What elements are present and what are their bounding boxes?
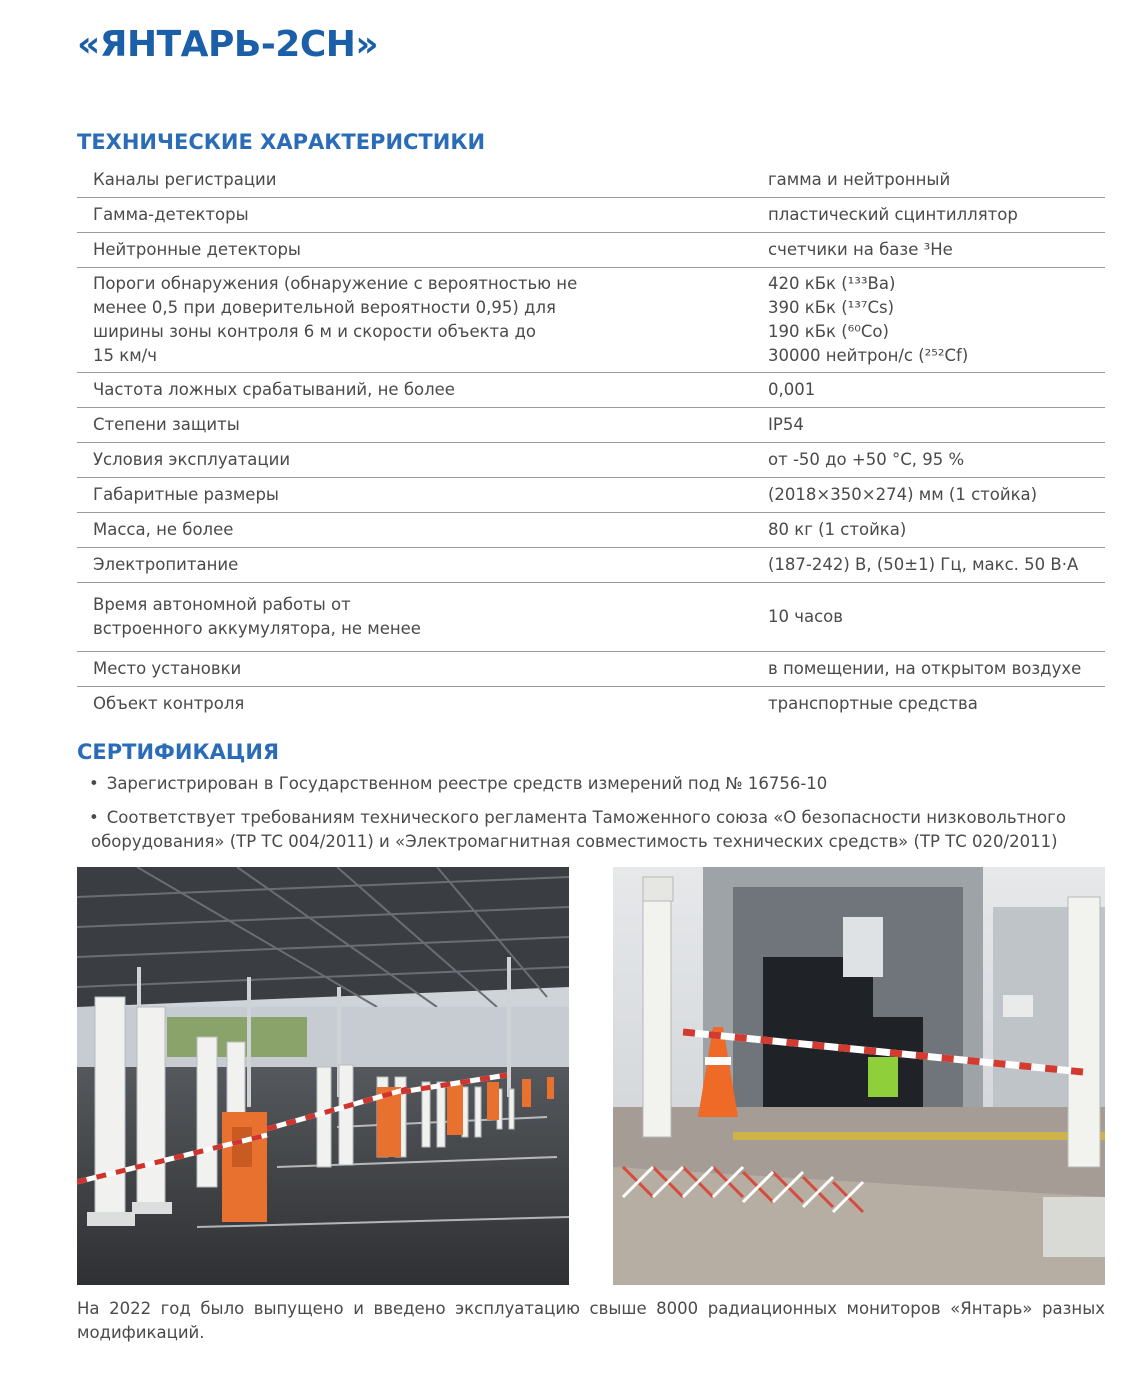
certification-item: • Зарегистрирован в Государственном реестре средств измерений под № 16756-10 xyxy=(77,772,1107,796)
certification-list xyxy=(77,772,1107,864)
spec-value-line: транспортные средства xyxy=(768,694,978,713)
spec-param xyxy=(77,168,768,192)
spec-row xyxy=(77,198,1105,233)
spec-row xyxy=(77,268,1105,373)
spec-row xyxy=(77,548,1105,583)
spec-param-line: Частота ложных срабатываний, не более xyxy=(93,380,455,399)
spec-param xyxy=(77,272,768,368)
spec-value xyxy=(768,378,1105,402)
spec-param xyxy=(77,378,768,402)
spec-row xyxy=(77,233,1105,268)
spec-value-line: 0,001 xyxy=(768,380,816,399)
spec-value xyxy=(768,483,1105,507)
spec-row xyxy=(77,513,1105,548)
spec-param-line: Габаритные размеры xyxy=(93,485,279,504)
spec-param-line: Электропитание xyxy=(93,555,239,574)
spec-value-line: пластический сцинтиллятор xyxy=(768,205,1018,224)
spec-value xyxy=(768,553,1105,577)
spec-value xyxy=(768,518,1105,542)
certification-item: • Соответствует требованиям технического регламента Таможенного союза «О безопасности низковольтного оборудования» (ТР ТС 004/2011) и «Электромагнитная совместимость технических средств» (ТР ТС 020/2011) xyxy=(77,806,1107,854)
spec-value xyxy=(768,605,1105,629)
spec-row xyxy=(77,408,1105,443)
spec-param-line: Каналы регистрации xyxy=(93,170,277,189)
spec-value xyxy=(768,692,1105,716)
spec-param xyxy=(77,238,768,262)
spec-param xyxy=(77,692,768,716)
spec-param xyxy=(77,518,768,542)
spec-param xyxy=(77,483,768,507)
spec-param-line: Место установки xyxy=(93,659,242,678)
spec-param-line: Гамма-детекторы xyxy=(93,205,249,224)
spec-value xyxy=(768,448,1105,472)
spec-value xyxy=(768,168,1105,192)
spec-value-line: 80 кг (1 стойка) xyxy=(768,520,907,539)
spec-param-line: встроенного аккумулятора, не менее xyxy=(93,619,421,638)
specs-table xyxy=(77,163,1105,721)
spec-row xyxy=(77,443,1105,478)
spec-value-line: 30000 нейтрон/с (²⁵²Cf) xyxy=(768,346,969,365)
spec-value-line: гамма и нейтронный xyxy=(768,170,951,189)
certification-heading: СЕРТИФИКАЦИЯ xyxy=(77,740,280,764)
spec-row xyxy=(77,687,1105,721)
spec-param xyxy=(77,448,768,472)
spec-value xyxy=(768,203,1105,227)
spec-value-line: (187-242) В, (50±1) Гц, макс. 50 В·А xyxy=(768,555,1079,574)
footer-note: На 2022 год было выпущено и введено эксплуатацию свыше 8000 радиационных мониторов «Янтарь» разных модификаций. xyxy=(77,1299,1105,1342)
spec-value xyxy=(768,413,1105,437)
spec-param-line: Степени защиты xyxy=(93,415,240,434)
spec-value-line: (2018×350×274) мм (1 стойка) xyxy=(768,485,1038,504)
spec-value-line: 420 кБк (¹³³Ba) xyxy=(768,274,896,293)
spec-value-line: 190 кБк (⁶⁰Co) xyxy=(768,322,889,341)
spec-row xyxy=(77,163,1105,198)
spec-row xyxy=(77,583,1105,652)
spec-value xyxy=(768,238,1105,262)
spec-param xyxy=(77,593,768,641)
spec-param-line: менее 0,5 при доверительной вероятности 0,95) для xyxy=(93,298,556,317)
spec-value xyxy=(768,657,1105,681)
spec-param-line: 15 км/ч xyxy=(93,346,157,365)
spec-value-line: в помещении, на открытом воздухе xyxy=(768,659,1082,678)
spec-param-line: Время автономной работы от xyxy=(93,595,351,614)
spec-param xyxy=(77,657,768,681)
spec-param-line: Пороги обнаружения (обнаружение с вероятностью не xyxy=(93,274,578,293)
spec-value-line: IP54 xyxy=(768,415,804,434)
spec-value-line: счетчики на базе ³He xyxy=(768,240,953,259)
spec-param xyxy=(77,553,768,577)
page-title: «ЯНТАРЬ-2СН» xyxy=(77,24,379,65)
spec-value-line: от -50 до +50 °С, 95 % xyxy=(768,450,965,469)
spec-param-line: ширины зоны контроля 6 м и скорости объекта до xyxy=(93,322,537,341)
checkpoint-barrier-photo xyxy=(613,867,1105,1285)
spec-row xyxy=(77,373,1105,408)
spec-param-line: Условия эксплуатации xyxy=(93,450,291,469)
spec-param xyxy=(77,203,768,227)
spec-param xyxy=(77,413,768,437)
spec-row xyxy=(77,652,1105,687)
spec-value-line: 10 часов xyxy=(768,607,843,626)
spec-value xyxy=(768,272,1105,368)
spec-param-line: Нейтронные детекторы xyxy=(93,240,301,259)
specs-heading: ТЕХНИЧЕСКИЕ ХАРАКТЕРИСТИКИ xyxy=(77,130,486,154)
spec-param-line: Объект контроля xyxy=(93,694,245,713)
spec-param-line: Масса, не более xyxy=(93,520,234,539)
spec-row xyxy=(77,478,1105,513)
spec-value-line: 390 кБк (¹³⁷Cs) xyxy=(768,298,895,317)
parking-monitors-photo xyxy=(77,867,569,1285)
